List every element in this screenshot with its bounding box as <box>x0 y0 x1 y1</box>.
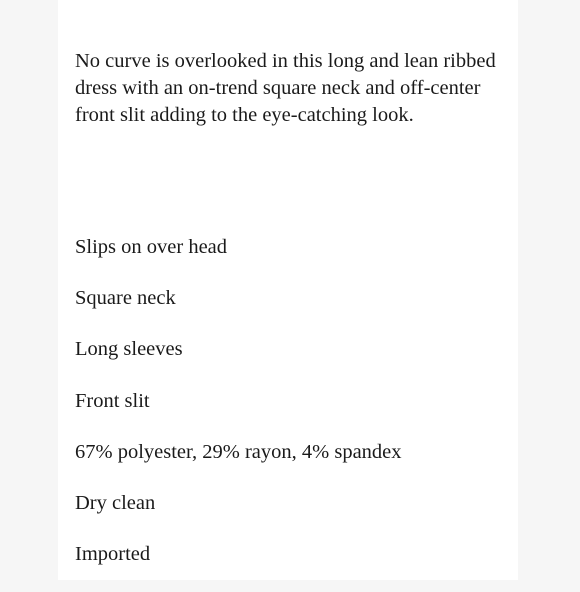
feature-item-care: Dry clean <box>75 491 156 514</box>
product-description-card <box>58 0 518 580</box>
feature-item-fit: Slips on over head <box>75 236 228 258</box>
feature-item-origin: Imported <box>75 543 151 566</box>
feature-item-material: 67% polyester, 29% rayon, 4% spandex <box>75 440 402 463</box>
feature-list <box>75 234 402 592</box>
feature-item-slit: Front slit <box>75 389 150 412</box>
feature-item-neckline: Square neck <box>75 287 176 310</box>
feature-item-sleeves: Long sleeves <box>75 338 183 361</box>
description-intro: No curve is overlooked in this long and lean ribbed dress with an on-trend square neck and off-center front slit adding to the eye-catching look. <box>75 50 496 126</box>
